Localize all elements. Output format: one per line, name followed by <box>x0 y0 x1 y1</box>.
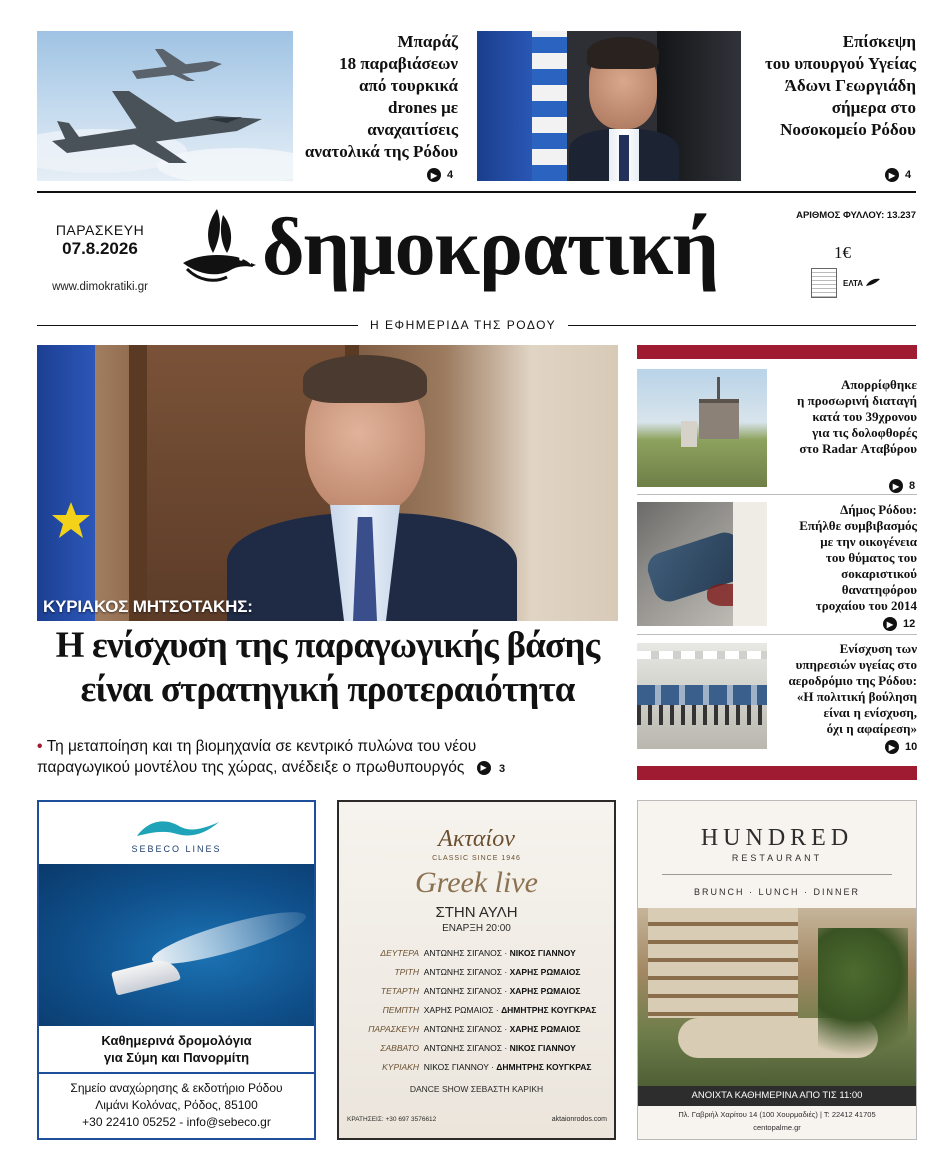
hundred-divider <box>662 874 892 875</box>
right-column-bottom-bar <box>637 766 917 780</box>
schedule-row: ΤΡΙΤΗ ΑΝΤΩΝΗΣ ΣΙΓΑΝΟΣ · ΧΑΡΗΣ ΡΩΜΑΙΟΣ <box>394 967 581 977</box>
side-divider-2 <box>637 634 917 635</box>
ceiling-lights <box>637 651 767 659</box>
arrow-right-icon: ▶ <box>883 617 897 631</box>
teaser-minister-page-ref[interactable]: ▶ 4 <box>885 168 911 182</box>
teaser-drones-headline[interactable]: Μπαράζ 18 παραβιάσεων από τουρκικά drones με αναχαιτίσεις ανατολικά της Ρόδου <box>304 32 458 161</box>
schedule-row: ΤΕΤΑΡΤΗ ΑΝΤΩΝΗΣ ΣΙΓΑΝΟΣ · ΧΑΡΗΣ ΡΩΜΑΙΟΣ <box>380 986 581 996</box>
greek-flag <box>532 31 567 181</box>
person-tie <box>619 135 629 181</box>
newspaper-logo[interactable]: δημοκρατική <box>262 201 719 292</box>
aktaion-ad[interactable] <box>337 800 616 1140</box>
eu-flag <box>37 345 95 621</box>
hotel-photo <box>638 908 916 1086</box>
fighter-jets-photo[interactable] <box>37 31 293 181</box>
hundred-address: Πλ. Γαβριήλ Χαρίτου 14 (100 Χουρμαδιές) | Τ: 22412 41705 <box>678 1110 876 1119</box>
fighter-jet-illustration <box>37 31 293 181</box>
teaser-minister-headline[interactable]: Επίσκεψη του υπουργού Υγείας Άδωνι Γεωργιάδη σήμερα στο Νοσοκομείο Ρόδου <box>764 32 916 139</box>
issue-number: ΑΡΙΘΜΟΣ ΦΥΛΛΟΥ: 13.237 <box>796 210 916 221</box>
queue-people <box>637 705 767 725</box>
aktaion-event: Greek live <box>415 866 538 899</box>
aktaion-web[interactable]: aktaionrodos.com <box>551 1116 607 1123</box>
arrow-right-icon: ▶ <box>477 761 491 775</box>
sebeco-lines-ad[interactable] <box>37 800 316 1140</box>
building-facade <box>648 908 798 1018</box>
minister-photo[interactable] <box>477 31 741 181</box>
hundred-web[interactable]: centopalme.gr <box>753 1123 801 1132</box>
price: 1€ <box>834 243 851 262</box>
pm-hair <box>303 355 427 403</box>
aktaion-brand: Ακταίον <box>438 826 515 852</box>
website-link[interactable]: www.dimokratiki.gr <box>52 281 148 293</box>
antenna-mast <box>717 377 720 401</box>
top-divider <box>37 191 916 193</box>
side-story-radar-headline[interactable]: Απορρίφθηκε η προσωρινή διαταγή κατά του 39χρονου για τις δολοφθορές στο Radar Αταβύρου <box>797 377 917 456</box>
elta-logo-icon: ΕΛΤΑ <box>843 270 883 296</box>
stone-sign <box>681 421 697 447</box>
aktaion-venue: ΣΤΗΝ ΑΥΛΗ <box>435 904 518 921</box>
sebeco-address: Σημείο αναχώρησης & εκδοτήριο Ρόδου Λιμάνι Κολόνας, Ρόδος, 85100 +30 22410 05252 - info@sebeco.gr <box>70 1081 283 1129</box>
main-story-page-ref[interactable]: 3 <box>498 763 506 775</box>
issue-date: 07.8.2026 <box>62 239 138 258</box>
eu-flag <box>477 31 532 181</box>
sebeco-divider <box>39 1072 314 1074</box>
hundred-meals: BRUNCH · LUNCH · DINNER <box>693 887 860 897</box>
airport-photo[interactable] <box>637 643 767 749</box>
sea-photo <box>39 864 314 1026</box>
side-story-radar-page-ref[interactable]: ▶ 8 <box>889 479 915 493</box>
schedule-row: ΚΥΡΙΑΚΗ ΝΙΚΟΣ ΓΙΑΝΝΟΥ · ΔΗΜΗΤΡΗΣ ΚΟΥΓΚΡΑΣ <box>382 1062 592 1072</box>
bullet-icon: • <box>37 738 47 755</box>
radar-site-photo[interactable] <box>637 369 767 487</box>
ruined-building <box>699 399 739 439</box>
palm-trees <box>818 928 908 1078</box>
wave-logo-icon <box>135 816 221 840</box>
main-story-kicker: ΚΥΡΙΑΚΟΣ ΜΗΤΣΟΤΑΚΗΣ: <box>43 597 253 616</box>
schedule-row: ΔΕΥΤΕΡΑ ΑΝΤΩΝΗΣ ΣΙΓΑΝΟΣ · ΝΙΚΟΣ ΓΙΑΝΝΟΥ <box>380 948 576 958</box>
main-subhead[interactable]: • Τη μεταποίηση και τη βιομηχανία σε κεντρικό πυλώνα του νέου παραγωγικού μοντέλου της χώρας, ανέδειξε ο πρωθυπουργός ▶ 3 <box>37 738 506 776</box>
boat-wake <box>148 902 310 973</box>
aktaion-phone[interactable]: ΚΡΑΤΗΣΕΙΣ: +30 697 3576612 <box>347 1116 437 1123</box>
teaser-drones-page-ref[interactable]: ▶ 4 <box>427 168 453 182</box>
dove-logo-icon <box>177 205 257 287</box>
aktaion-start: ΕΝΑΡΞΗ 20:00 <box>442 923 511 934</box>
arrow-right-icon: ▶ <box>889 479 903 493</box>
arrow-right-icon: ▶ <box>427 168 441 182</box>
sebeco-route: Καθημερινά δρομολόγια για Σύμη και Πανορμίτη <box>101 1033 252 1065</box>
aktaion-schedule <box>347 944 609 1077</box>
issue-date-block <box>40 222 160 259</box>
hundred-hours: ΑΝΟΙΧΤΑ ΚΑΘΗΜΕΡΙΝΑ ΑΠΟ ΤΙΣ 11:00 <box>691 1090 863 1101</box>
schedule-row: ΠΕΜΠΤΗ ΧΑΡΗΣ ΡΩΜΑΙΟΣ · ΔΗΜΗΤΡΗΣ ΚΟΥΓΚΡΑΣ <box>382 1005 597 1015</box>
main-story-photo[interactable] <box>37 345 618 621</box>
arrow-right-icon: ▶ <box>885 740 899 754</box>
side-story-crash-page-ref[interactable]: ▶ 12 <box>883 617 915 631</box>
barcode-box <box>811 268 837 298</box>
right-column-top-bar <box>637 345 917 359</box>
schedule-row: ΠΑΡΑΣΚΕΥΗ ΑΝΤΩΝΗΣ ΣΙΓΑΝΟΣ · ΧΑΡΗΣ ΡΩΜΑΙΟΣ <box>368 1024 581 1034</box>
person-hair <box>587 37 659 69</box>
aktaion-show: DANCE SHOW ΣΕΒΑΣΤΗ ΚΑΡΙΚΗ <box>409 1084 544 1094</box>
issue-day: ΠΑΡΑΣΚΕΥΗ <box>55 222 145 238</box>
aktaion-since: CLASSIC SINCE 1946 <box>432 855 521 862</box>
newspaper-tagline: Η ΕΦΗΜΕΡΙΔΑ ΤΗΣ ΡΟΔΟΥ <box>358 318 568 332</box>
side-story-crash-headline[interactable]: Δήμος Ρόδου: Επήλθε συμβιβασμός με την οικογένεια του θύματος του σοκαριστικού θανατηφόρου τροχαίου του 2014 <box>799 502 917 613</box>
eu-star-icon <box>51 500 91 540</box>
road-edge <box>733 502 767 626</box>
hundred-restaurant-ad[interactable] <box>637 800 917 1140</box>
hundred-hours-bar <box>638 1086 916 1106</box>
sebeco-brand: SEBECO LINES <box>131 844 222 854</box>
check-in-counters <box>637 685 767 705</box>
arrow-right-icon: ▶ <box>885 168 899 182</box>
side-story-airport-page-ref[interactable]: ▶ 10 <box>885 740 917 754</box>
schedule-row: ΣΑΒΒΑΤΟ ΑΝΤΩΝΗΣ ΣΙΓΑΝΟΣ · ΝΙΚΟΣ ΓΙΑΝΝΟΥ <box>380 1043 576 1053</box>
side-story-airport-headline[interactable]: Ενίσχυση των υπηρεσιών υγείας στο αεροδρόμιο της Ρόδου: «Η πολιτική βούληση είναι η ενίσχυση, όχι η αφαίρεση» <box>788 641 917 736</box>
side-divider-1 <box>637 494 917 495</box>
crash-photo[interactable] <box>637 502 767 626</box>
hundred-brand: HUNDRED <box>700 825 854 851</box>
hundred-sub: RESTAURANT <box>731 853 823 863</box>
main-headline[interactable]: Η ενίσχυση της παραγωγικής βάσης είναι στρατηγική προτεραιότητα <box>55 625 600 710</box>
